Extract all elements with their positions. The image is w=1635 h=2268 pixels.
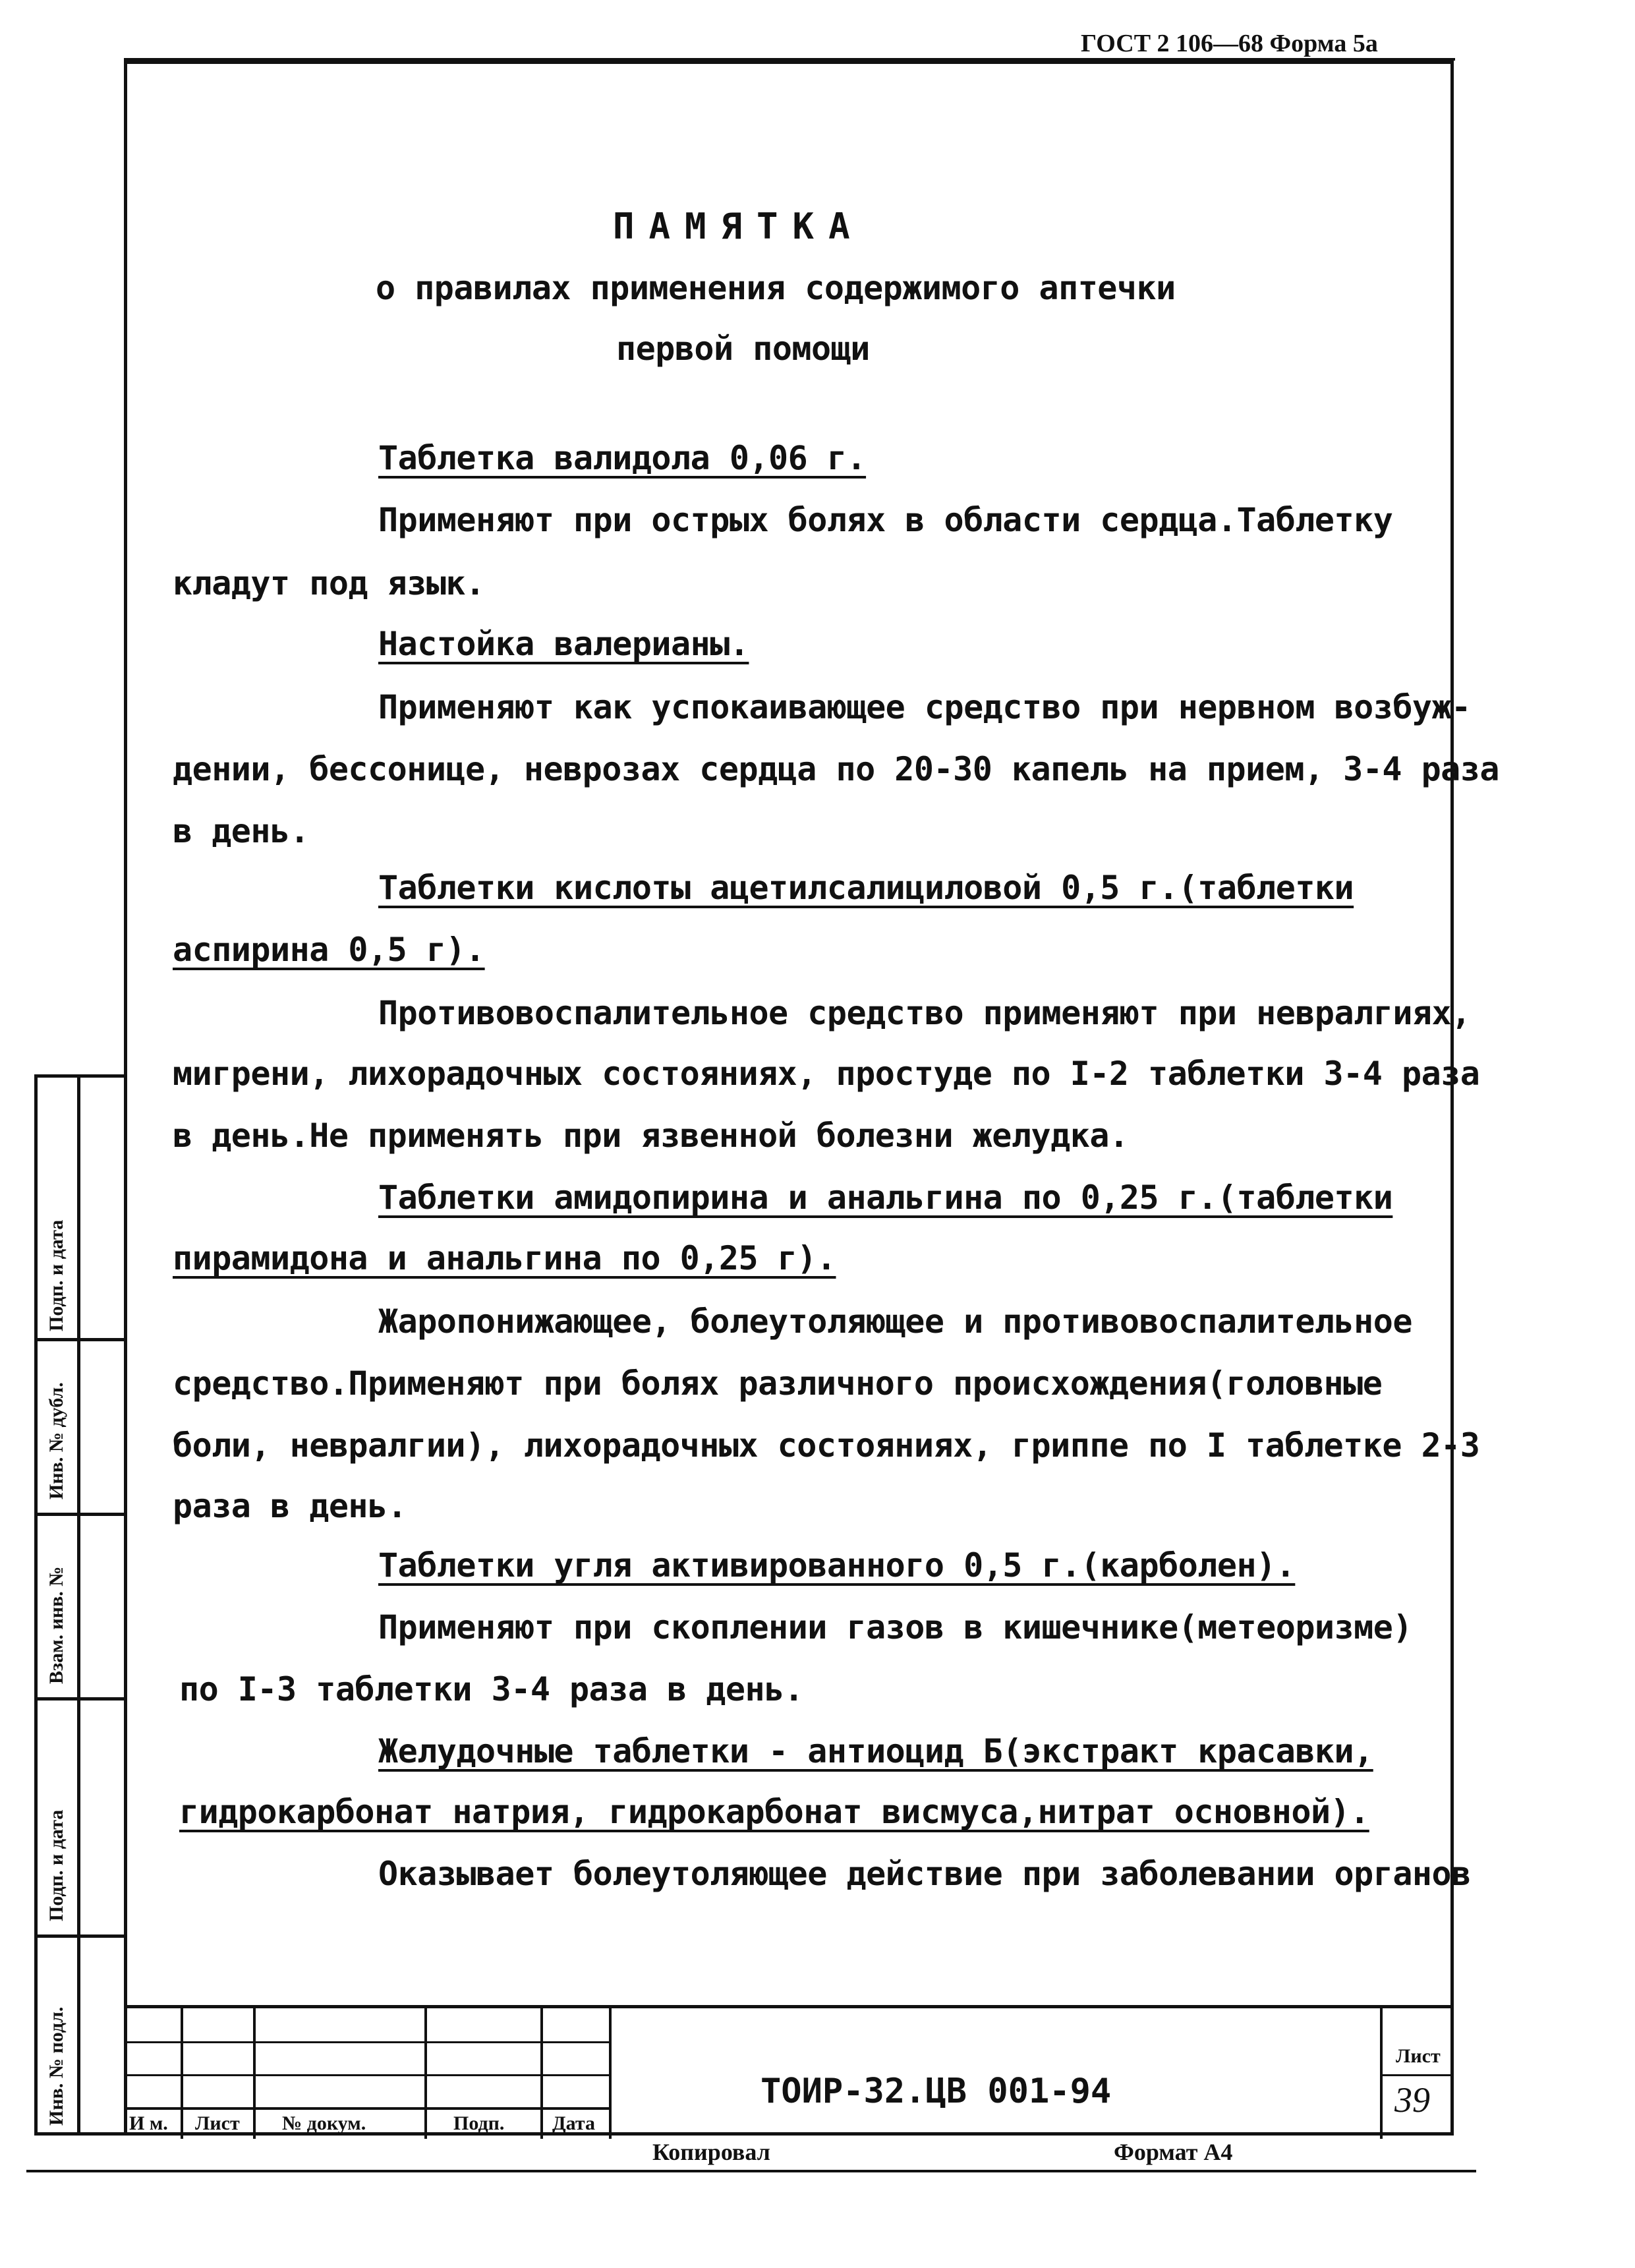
- bottom-rule: [26, 2170, 1476, 2172]
- doc-subtitle-1: о правилах применения содержимого аптечки: [376, 269, 1176, 307]
- section-heading: Желудочные таблетки - антиоцид Б(экстракт красавки,: [378, 1732, 1373, 1770]
- side-label-podp-data-1: Подп. и дата: [45, 1809, 67, 1921]
- body-line: в день.Не применять при язвенной болезни желудка.: [173, 1117, 1129, 1155]
- body-line: в день.: [173, 812, 310, 850]
- side-label-podp-data-2: Подп. и дата: [45, 1219, 67, 1331]
- document-designation: ТОИР-32.ЦВ 001-94: [760, 2072, 1112, 2111]
- side-stamp: [34, 1074, 124, 2136]
- section-heading: гидрокарбонат натрия, гидрокарбонат висмуса,нитрат основной).: [179, 1793, 1369, 1831]
- section-heading: Таблетки амидопирина и анальгина по 0,25 г.(таблетки: [378, 1178, 1393, 1217]
- form-label: ГОСТ 2 106—68 Форма 5а: [1081, 30, 1378, 57]
- body-line: кладут под язык.: [173, 564, 485, 602]
- doc-subtitle-2: первой помощи: [616, 330, 870, 368]
- col-label-dokum: № докум.: [282, 2112, 366, 2134]
- sheet-label: Лист: [1396, 2045, 1441, 2067]
- col-label-data: Дата: [552, 2112, 595, 2134]
- col-label-izm: И м.: [129, 2112, 168, 2134]
- side-label-vzam-inv: Взам. инв. №: [45, 1566, 67, 1684]
- body-line: Противовоспалительное средство применяют при невралгиях,: [378, 994, 1471, 1032]
- body-line: раза в день.: [173, 1487, 407, 1525]
- sheet-number: 39: [1394, 2080, 1430, 2120]
- section-heading: Таблетки угля активированного 0,5 г.(карболен).: [378, 1546, 1296, 1585]
- section-heading: Таблетки кислоты ацетилсалициловой 0,5 г.(таблетки: [378, 869, 1354, 907]
- doc-title: ПАМЯТКА: [613, 206, 865, 247]
- body-line: Применяют как успокаивающее средство при нервном возбуж-: [378, 688, 1471, 726]
- section-heading: Настойка валерианы.: [378, 625, 749, 663]
- footer-copied: Копировал: [652, 2139, 770, 2165]
- title-block: [124, 2005, 1454, 2136]
- footer-format: Формат А4: [1114, 2139, 1233, 2165]
- body-line: средство.Применяют при болях различного происхождения(головные: [173, 1364, 1383, 1403]
- body-line: Применяют при скоплении газов в кишечнике(метеоризме): [378, 1608, 1412, 1646]
- col-label-list: Лист: [195, 2112, 240, 2134]
- body-line: по I-3 таблетки 3-4 раза в день.: [179, 1670, 804, 1708]
- side-label-inv-podl: Инв. № подл.: [45, 2006, 67, 2126]
- section-heading: пирамидона и анальгина по 0,25 г).: [173, 1239, 836, 1277]
- section-heading: аспирина 0,5 г).: [173, 931, 485, 969]
- body-line: Оказывает болеутоляющее действие при заболевании органов: [378, 1855, 1471, 1893]
- body-line: боли, невралгии), лихорадочных состояниях, гриппе по I таблетке 2-3: [173, 1426, 1480, 1465]
- body-line: Применяют при острых болях в области сердца.Таблетку: [378, 501, 1393, 539]
- body-line: дении, бессонице, неврозах сердца по 20-30 капель на прием, 3-4 раза: [173, 750, 1499, 788]
- body-line: Жаропонижающее, болеутоляющее и противовоспалительное: [378, 1302, 1412, 1341]
- section-heading: Таблетка валидола 0,06 г.: [378, 439, 867, 477]
- side-label-inv-dubl: Инв. № дубл.: [45, 1382, 67, 1499]
- col-label-podp: Подп.: [453, 2112, 505, 2134]
- body-line: мигрени, лихорадочных состояниях, простуде по I-2 таблетки 3-4 раза: [173, 1055, 1480, 1093]
